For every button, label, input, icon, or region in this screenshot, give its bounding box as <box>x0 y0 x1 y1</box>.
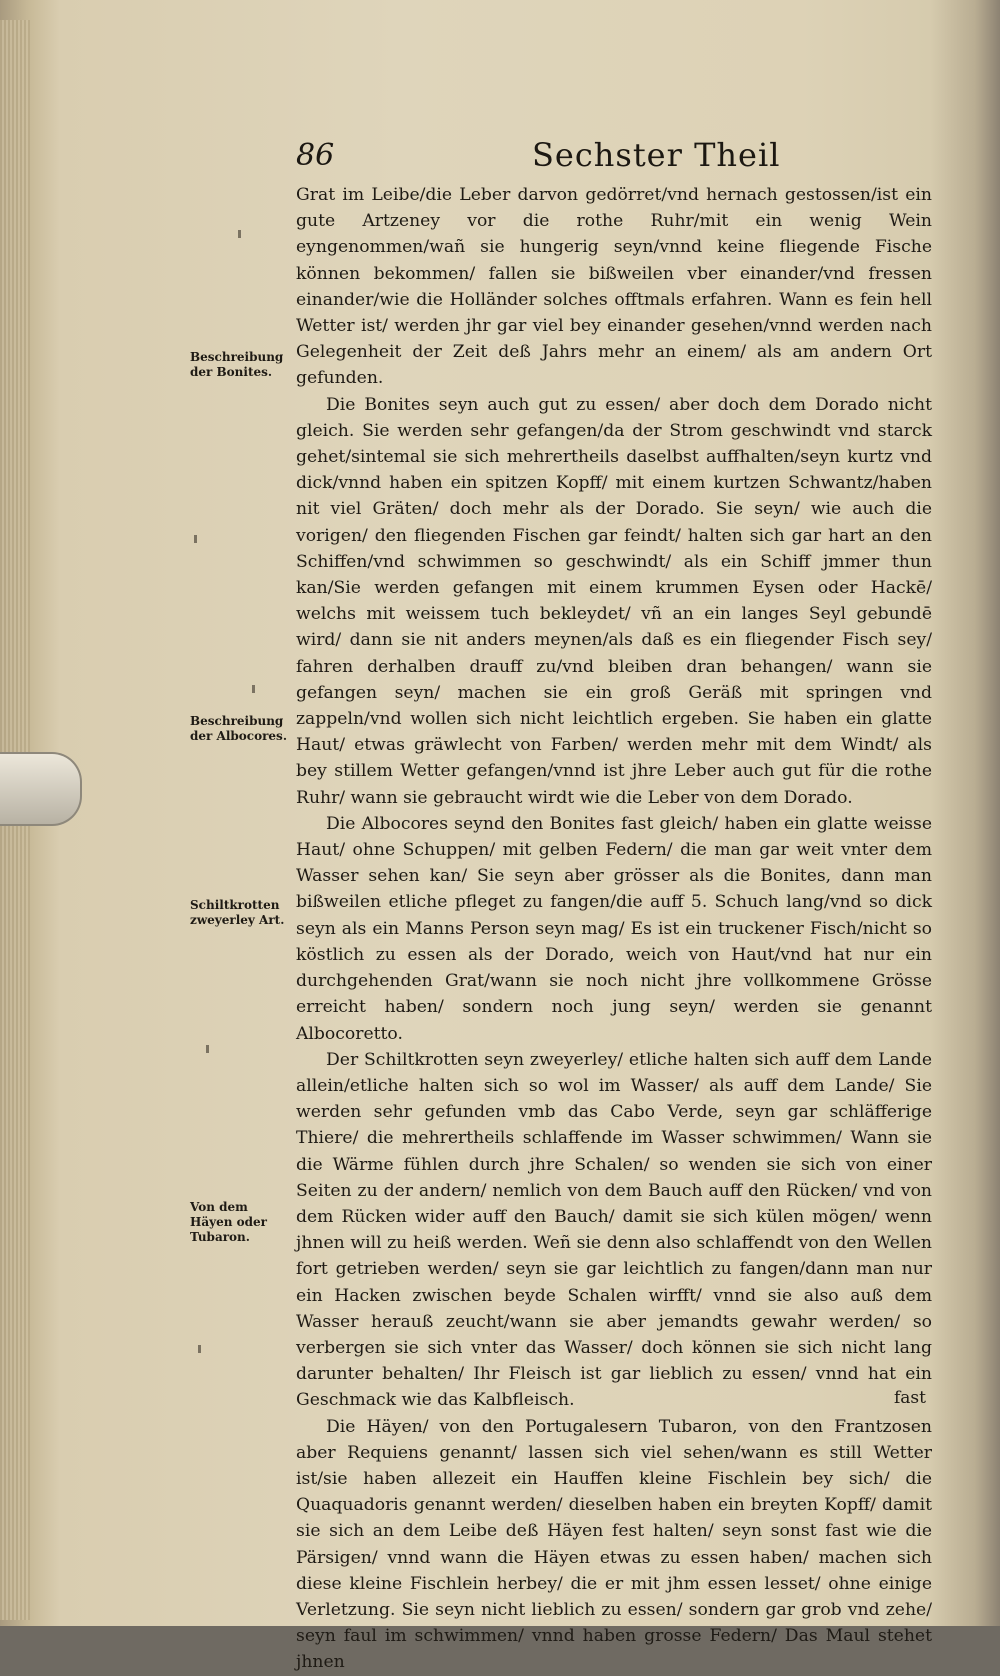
margin-note-line: der Bonites. <box>190 365 273 379</box>
margin-note-line: Von dem <box>190 1200 248 1214</box>
margin-note-albocores <box>190 714 300 744</box>
margin-mark <box>252 685 255 693</box>
margin-mark <box>238 230 241 238</box>
catchword: fast <box>894 1388 926 1408</box>
page-header <box>296 132 936 182</box>
margin-note-line: Schiltkrotten <box>190 898 280 912</box>
body-text <box>296 182 932 1676</box>
margin-note-line: Häyen oder <box>190 1215 267 1229</box>
margin-note-schiltkrotten <box>190 898 300 928</box>
page-clip <box>0 752 82 826</box>
paragraph-haeyen: Die Häyen/ von den Portugalesern Tubaron, von den Frantzosen aber Requiens genannt/ lassen sich viel sehen/wann es still Wetter ist/sie haben allezeit ein Hauffen kleine Fischlein bey sich/ die Quaquadoris genannt werden/ dieselben haben ein breyten Kopff/ damit sie sich an dem Leibe deß Häyen fest halten/ seyn sonst fast wie die Pärsigen/ vnnd wann die Häyen etwas zu essen haben/ machen sich diese kleine Fischlein herbey/ die er mit jhm essen lesset/ ohne einige Verletzung. Sie seyn nicht lieblich zu essen/ sondern gar grob vnd zehe/ seyn faul im schwimmen/ vnnd haben grosse Federn/ Das Maul stehet jhnen <box>296 1416 932 1673</box>
margin-note-line: Tubaron. <box>190 1230 250 1244</box>
paragraph-schiltkrotten: Der Schiltkrotten seyn zweyerley/ etliche halten sich auff dem Lande allein/etliche halten sich so wol im Wasser/ als auff dem Lande/ Sie werden sehr gefunden vmb das Cabo Verde, seyn gar schläfferige Thiere/ die mehrertheils schlaffende im Wasser schwimmen/ Wann sie die Wärme fühlen durch jhre Schalen/ so wenden sie sich von einer Seiten zu der andern/ nemlich von dem Bauch auff den Rücken/ vnd von dem Rücken wider auff den Bauch/ damit sie sich külen mögen/ wenn jhnen will zu heiß werden. Weñ sie denn also schlaffendt von den Wellen fort getrieben werden/ seyn sie gar leichtlich zu fangen/dann man nur ein Hacken zwischen beyde Schalen wirfft/ vnnd sie also auß dem Wasser herauß zeucht/wann sie aber jemandts gewahr werden/ so verbergen sie sich vnter das Wasser/ doch können sie sich nicht lang darunter behalten/ Ihr Fleisch ist gar lieblich zu essen/ vnnd hat ein Geschmack wie das Kalbfleisch. <box>296 1049 932 1411</box>
paragraph-grat: Grat im Leibe/die Leber darvon gedörret/vnd hernach gestossen/ist ein gute Artzeney vor die rothe Ruhr/mit ein wenig Wein eyngenommen/wañ sie hungerig seyn/vnnd keine fliegende Fische können bekommen/ fallen sie bißweilen vber einander/vnd fressen einander/wie die Holländer solches offtmals erfahren. Wann es fein hell Wetter ist/ werden jhr gar viel bey einander gesehen/vnnd werden nach Gelegenheit der Zeit deß Jahrs mehr an einem/ als am andern Ort gefunden. <box>296 185 932 389</box>
margin-note-line: der Albocores. <box>190 729 287 743</box>
margin-note-line: Beschreibung <box>190 714 284 728</box>
margin-mark <box>206 1045 209 1053</box>
margin-mark <box>198 1345 201 1353</box>
margin-note-haeyen <box>190 1200 300 1245</box>
margin-note-line: Beschreibung <box>190 350 284 364</box>
margin-mark <box>194 535 197 543</box>
running-title: Sechster Theil <box>532 136 781 174</box>
margin-note-line: zweyerley Art. <box>190 913 285 927</box>
paragraph-bonites: Die Bonites seyn auch gut zu essen/ aber doch dem Dorado nicht gleich. Sie werden sehr gefangen/da der Strom geschwindt vnd starck gehet/sintemal sie sich mehrertheils daselbst auffhalten/seyn kurtz vnd dick/vnnd haben ein spitzen Kopff/ mit einem kurtzen Schwantz/haben nit viel Gräten/ doch mehr als der Dorado. Sie seyn/ wie auch die vorigen/ den fliegenden Fischen gar feindt/ halten sich gar hart an den Schiffen/vnd schwimmen so geschwindt/ als ein Schiff jmmer thun kan/Sie werden gefangen mit einem krummen Eysen oder Hackē/ welchs mit weissem tuch bekleydet/ vñ an ein langes Seyl gebundē wird/ dann sie nit anders meynen/als daß es ein fliegender Fisch sey/ fahren derhalben drauff zu/vnd bleiben dran behangen/ wann sie gefangen seyn/ machen sie ein groß Geräß mit springen vnd zappeln/vnd wollen sich nicht leichtlich ergeben. Sie haben ein glatte Haut/ etwas gräwlecht von Farben/ werden mehr mit dem Windt/ als bey stillem Wetter gefangen/vnnd ist jhre Leber auch gut für die rothe Ruhr/ wann sie gebraucht wirdt wie die Leber von dem Dorado. <box>296 394 932 808</box>
page-number: 86 <box>296 138 335 173</box>
paragraph-albocores: Die Albocores seynd den Bonites fast gleich/ haben ein glatte weisse Haut/ ohne Schuppen/ mit gelben Federn/ die man gar weit vnter dem Wasser sehen kan/ Sie seyn aber grösser als die Bonites, dann man bißweilen etliche pfleget zu fangen/die auff 5. Schuch lang/vnd so dick seyn als ein Manns Person seyn mag/ Es ist ein truckener Fisch/nicht so köstlich zu essen als der Dorado, weich von Haut/vnd hat nur ein durchgehenden Grat/wann sie noch nicht jhre vollkommene Grösse erreicht haben/ sondern noch jung seyn/ werden sie genannt Albocoretto. <box>296 813 932 1044</box>
margin-note-bonites <box>190 350 300 380</box>
